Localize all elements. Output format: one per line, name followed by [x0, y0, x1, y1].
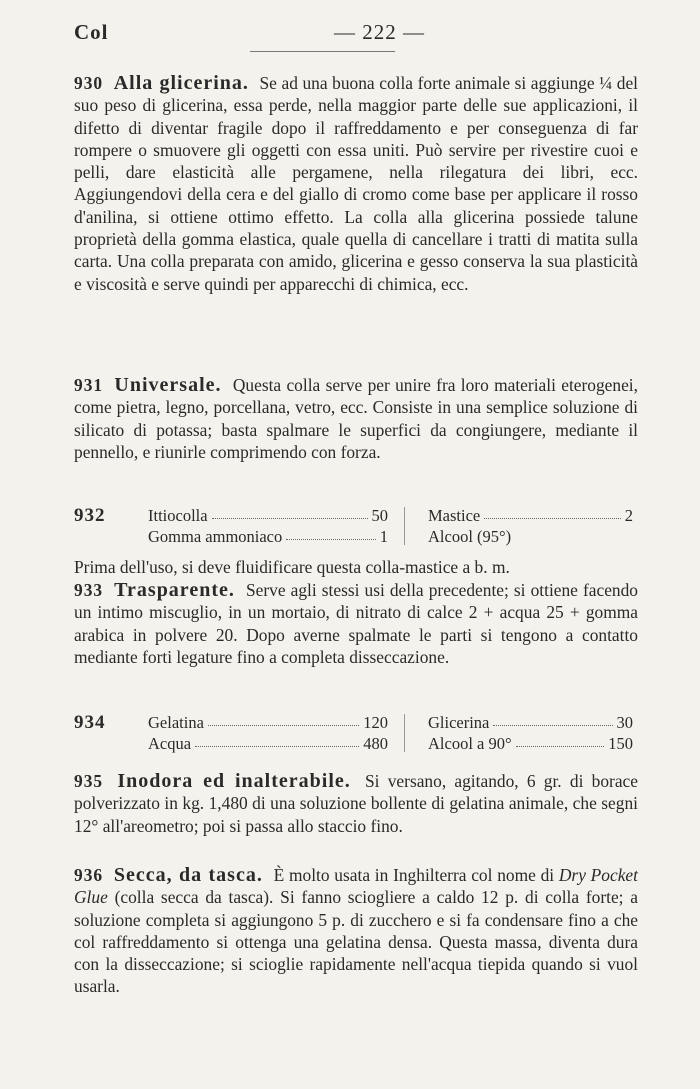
recipe-column-left [148, 505, 388, 547]
ingredient-qty: 2 [624, 506, 633, 525]
entry-text: È molto usata in Inghilterra col nome di [273, 865, 555, 885]
entry-931 [74, 374, 638, 463]
leader-dots [286, 526, 375, 540]
header-rule [250, 51, 395, 52]
recipe-row [428, 526, 633, 547]
entry-title: Inodora ed inalterabile. [117, 770, 351, 792]
entry-number: 930 [74, 73, 104, 93]
recipe-934 [74, 712, 638, 754]
entry-933 [74, 579, 638, 668]
ingredient-qty: 1 [379, 527, 388, 546]
recipe-row [428, 712, 633, 733]
recipe-row [148, 505, 388, 526]
recipe-row [148, 733, 388, 754]
entry-title: Trasparente. [114, 579, 235, 601]
recipe-row [428, 733, 633, 754]
recipe-column-right [428, 712, 633, 754]
ingredient-qty: 50 [371, 506, 388, 525]
ingredient-name: Glicerina [428, 713, 490, 732]
recipe-column-right [428, 505, 633, 547]
entry-number: 936 [74, 865, 104, 885]
page-header [74, 20, 638, 46]
ingredient-name: Ittiocolla [148, 506, 208, 525]
recipe-932-note: Prima dell'uso, si deve fluidificare questa colla-mastice a b. m. [74, 557, 510, 577]
entry-title: Alla glicerina. [113, 72, 249, 94]
entry-935 [74, 770, 638, 837]
column-separator [404, 714, 405, 752]
leader-dots [484, 505, 621, 519]
entry-number: 931 [74, 375, 104, 395]
ingredient-name: Gomma ammoniaco [148, 527, 283, 546]
ingredient-qty: 120 [363, 713, 388, 732]
leader-dots [208, 712, 359, 726]
ingredient-qty: 480 [363, 734, 388, 753]
ingredient-name: Gelatina [148, 713, 204, 732]
entry-title: Universale. [114, 374, 222, 396]
recipe-number: 934 [74, 712, 106, 733]
entry-930 [74, 72, 638, 295]
recipe-number: 932 [74, 505, 106, 526]
leader-dots [195, 733, 359, 747]
running-head: Col [74, 20, 109, 44]
entry-number: 933 [74, 580, 104, 600]
column-separator [404, 507, 405, 545]
recipe-row [148, 712, 388, 733]
entry-text: Si versano, agitando, 6 gr. di borace polverizzato in kg. 1,480 di una soluzione bollente di gelatina animale, che segni 12° all'areometro; poi si passa allo staccio fino. [74, 771, 638, 836]
ingredient-qty: 30 [616, 713, 633, 732]
recipe-row [428, 505, 633, 526]
entry-text-italic: Dry Pocket Glue [74, 865, 638, 908]
ingredient-name: Acqua [148, 734, 192, 753]
entry-text: Se ad una buona colla forte animale si aggiunge ¼ del suo peso di glicerina, essa perde, nella maggior parte delle sue applicazioni, il difetto di diventar fragile dopo il raffreddamento e per conseguenza di far rompere o smuovere gli oggetti con essa uniti. Può servire per rivestire cuoi e pelli, dare elasticità alle pergamene, nella rilegatura dei libri, ecc. Aggiungendovi della cera e del giallo di cromo come base per applicare il rosso d'anilina, si ottiene ottimo effetto. La colla alla glicerina possiede talune proprietà della gomma elastica, quale quella di cancellare i tratti di matita sulla carta. Una colla preparata con amido, glicerina e gesso conserva la sua plasticità e viscosità e serve quindi per apparecchi di chimica, ecc. [74, 73, 638, 294]
entry-text: (colla secca da tasca). Si fanno sciogliere a caldo 12 p. di colla forte; a soluzione completa si aggiungono 5 p. di zucchero e si fa condensare fino a che col raffreddamento si ottenga una gelatina densa. Questa massa, diventa dura con la disseccazione; si scioglie rapidamente nell'acqua tiepida quando si vuol usarla. [74, 887, 638, 997]
ingredient-name: Alcool (95°) [428, 527, 512, 546]
ingredient-qty: 150 [608, 734, 633, 753]
ingredient-name: Alcool a 90° [428, 734, 512, 753]
leader-dots [212, 505, 368, 519]
entry-936 [74, 864, 638, 998]
entry-text: Serve agli stessi usi della precedente; si ottiene facendo un intimo miscuglio, in un mortaio, di nitrato di calce 2 + acqua 25 + gomma arabica in polvere 20. Dopo averne spalmate le parti si tengono a contatto mediante forti legature fino a completa disseccazione. [74, 580, 638, 667]
page-number: — 222 — [334, 20, 425, 44]
entry-number: 935 [74, 771, 104, 791]
leader-dots [516, 733, 605, 747]
leader-dots [493, 712, 612, 726]
entry-title: Secca, da tasca. [113, 864, 263, 886]
recipe-row [148, 526, 388, 547]
recipe-932 [74, 505, 638, 547]
recipe-column-left [148, 712, 388, 754]
ingredient-name: Mastice [428, 506, 481, 525]
entry-text: Questa colla serve per unire fra loro materiali eterogenei, come pietra, legno, porcellana, vetro, ecc. Consiste in una semplice soluzione di silicato di potassa; basta spalmare le superfici da congiungere, mediante il pennello, e riunirle comprimendo con forza. [74, 375, 638, 462]
